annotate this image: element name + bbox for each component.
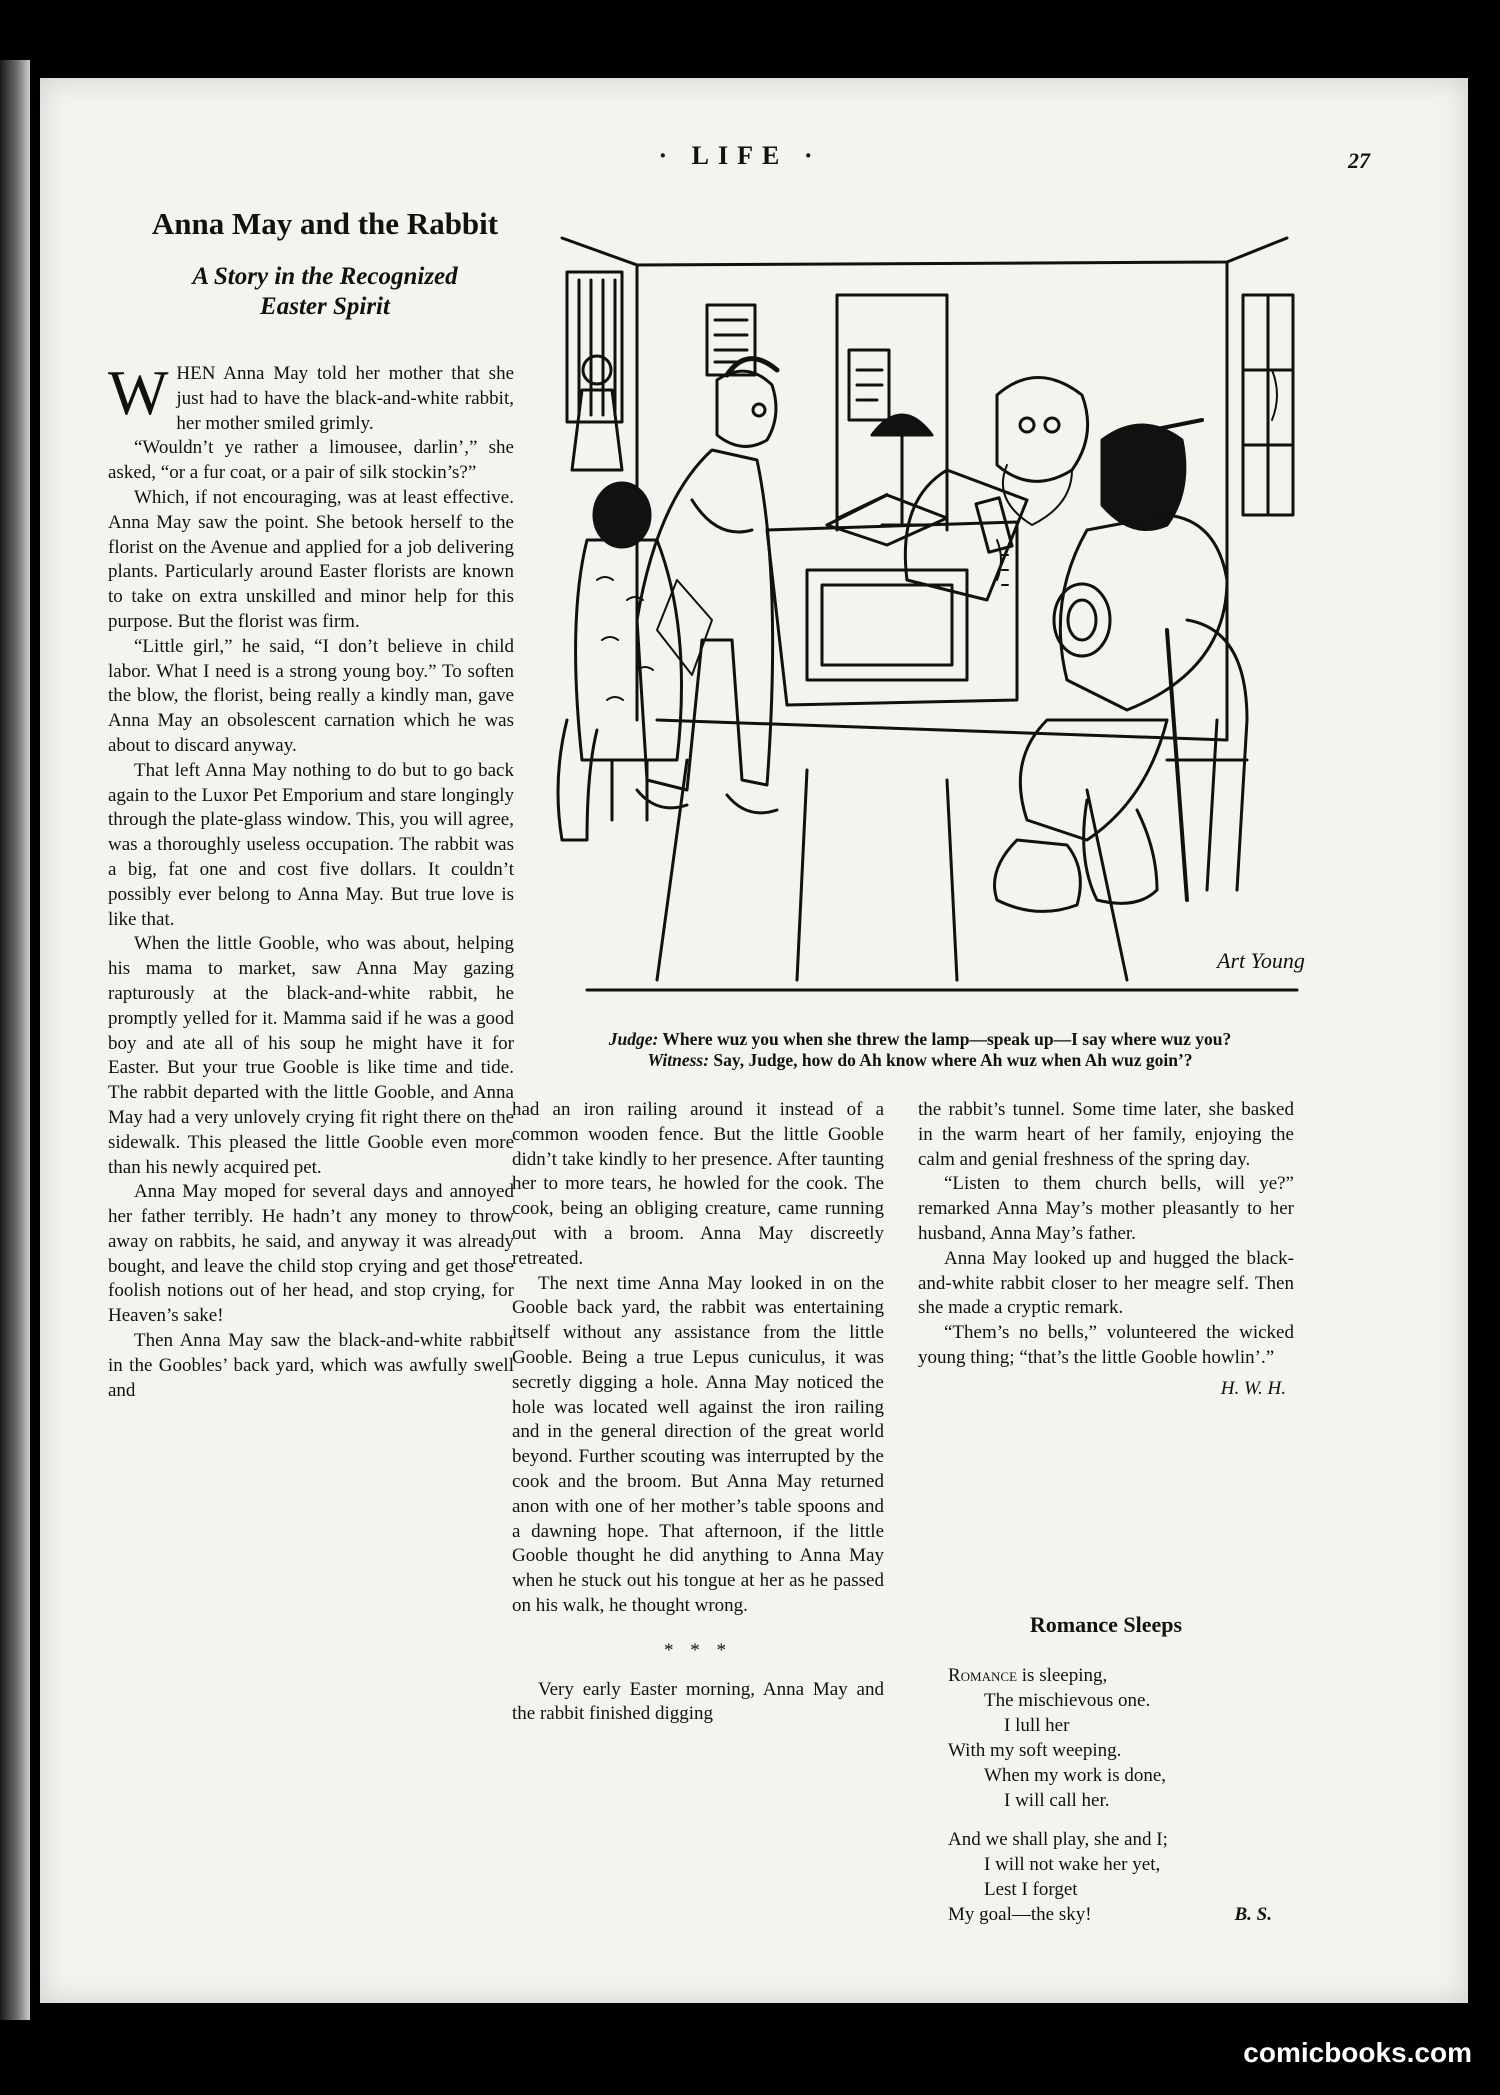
cartoon-caption bbox=[540, 1029, 1300, 1071]
story-author-initials: H. W. H. bbox=[1220, 1377, 1286, 1399]
paragraph: Very early Easter morning, Anna May and the rabbit finished digging bbox=[512, 1678, 884, 1725]
poem-author-initials: B. S. bbox=[1234, 1904, 1272, 1925]
source-watermark: comicbooks.com bbox=[1243, 2037, 1472, 2068]
poem-line: And we shall play, she and I; bbox=[948, 1829, 1168, 1850]
paragraph: When the little Gooble, who was about, helping his mama to market, saw Anna May gazing rapturously at the black-and-white rabbit, he promptly yelled for it. Mamma said if he was a good boy and ate all of his soup he might have it for Easter. But your true Gooble is like time and tide. The rabbit departed with the little Gooble, and Anna May had a very unlovely crying fit right there on the sidewalk. This pleased the little Gooble even more than his newly acquired pet. bbox=[108, 933, 514, 1178]
story-subtitle bbox=[100, 262, 550, 322]
caption-speaker-witness: Witness: bbox=[647, 1050, 710, 1070]
stanza-break bbox=[948, 1813, 1308, 1827]
poem bbox=[948, 1663, 1308, 1927]
paragraph: Anna May looked up and hugged the black-and-white rabbit closer to her meagre self. Then she made a cryptic remark. bbox=[918, 1247, 1294, 1319]
poem-line: My goal—the sky! B. S. bbox=[948, 1904, 1272, 1925]
caption-judge-line bbox=[540, 1029, 1300, 1050]
caption-judge-text: Where wuz you when she threw the lamp—speak up—I say where wuz you? bbox=[662, 1029, 1232, 1049]
section-separator: * * * bbox=[664, 1639, 732, 1661]
poem-line: I lull her bbox=[1004, 1715, 1070, 1736]
magazine-title: · LIFE · bbox=[658, 141, 822, 170]
poem-line: When my work is done, bbox=[984, 1765, 1167, 1786]
paragraph: “Them’s no bells,” volunteered the wicked young thing; “that’s the little Gooble howlin’.” bbox=[918, 1322, 1294, 1368]
poem-title: Romance Sleeps bbox=[1029, 1612, 1183, 1637]
paragraph: Anna May moped for several days and annoyed her father terribly. He hadn’t any money to throw away on rabbits, he said, and anyway it was already bought, and leave the child stop crying and get those foolish notions out of her head, and stop crying, for Heaven’s sake! bbox=[108, 1181, 514, 1327]
paragraph: WHEN Anna May told her mother that she just had to have the black-and-white rabbit, her mother smiled grimly. bbox=[108, 357, 514, 434]
paragraph: The next time Anna May looked in on the Gooble back yard, the rabbit was entertaining itself without any assistance from the little Gooble. Being a true Lepus cuniculus, it was secretly digging a hole. Anna May noticed the hole was located well against the iron railing and in the general direction of the great world beyond. Further scouting was interrupted by the cook and the broom. But Anna May returned anon with one of her mother’s table spoons and a dawning hope. That afternoon, if the little Gooble thought he did anything to Anna May when he stuck out his tongue at her as he passed on his walk, he thought wrong. bbox=[512, 1272, 884, 1616]
magazine-page bbox=[40, 78, 1468, 2003]
paragraph: had an iron railing around it instead of a common wooden fence. But the little Gooble didn’t take kindly to her presence. After taunting her to more tears, he howled for the cook. The cook, being an obliging creature, came running out with a broom. Anna May discreetly retreated. bbox=[512, 1099, 884, 1269]
paragraph: That left Anna May nothing to do but to go back again to the Luxor Pet Emporium and stare longingly through the plate-glass window. This, you will agree, was a thoroughly useless occupation. The rabbit was a big, fat one and cost five dollars. It couldn’t possibly ever belong to Anna May. But true love is like that. bbox=[108, 759, 514, 930]
story-title: Anna May and the Rabbit bbox=[151, 206, 499, 241]
poem-first-word: Romance bbox=[948, 1665, 1018, 1686]
paragraph: Which, if not encouraging, was at least effective. Anna May saw the point. She betook herself to the florist on the Avenue and applied for a job delivering plants. Particularly around Easter florists are known to take on extra unskilled and minor help for this purpose. But the florist was firm. bbox=[108, 486, 514, 632]
poem-line: I will not wake her yet, bbox=[984, 1854, 1161, 1875]
courtroom-cartoon-illustration bbox=[527, 200, 1317, 1020]
caption-witness-line bbox=[540, 1050, 1300, 1071]
paragraph: “Listen to them church bells, will ye?” remarked Anna May’s mother pleasantly to her husband, Anna May’s father. bbox=[918, 1173, 1294, 1244]
paragraph: “Wouldn’t ye rather a limousee, darlin’,” she asked, “or a fur coat, or a pair of silk stockin’s?” bbox=[108, 437, 514, 484]
page-number: 27 bbox=[1348, 148, 1370, 173]
poem-line: I will call her. bbox=[1004, 1790, 1110, 1811]
story-subtitle-line-1: A Story in the Recognized bbox=[192, 263, 458, 290]
paragraph: “Little girl,” he said, “I don’t believe in child labor. What I need is a strong young boy.” To soften the blow, the florist, being really a kindly man, gave Anna May an obsolescent carnation which he was about to discard anyway. bbox=[108, 635, 514, 756]
text-column-1 bbox=[108, 357, 514, 1403]
poem-line: With my soft weeping. bbox=[948, 1740, 1122, 1761]
caption-speaker-judge: Judge: bbox=[608, 1029, 659, 1049]
poem-line: The mischievous one. bbox=[984, 1690, 1151, 1711]
poem-line: Lest I forget bbox=[984, 1879, 1078, 1900]
paragraph: the rabbit’s tunnel. Some time later, she basked in the warm heart of her family, enjoying the calm and genial freshness of the spring day. bbox=[918, 1099, 1294, 1170]
drop-cap: W bbox=[108, 357, 169, 428]
cartoonist-signature: Art Young bbox=[1217, 948, 1305, 973]
binding-edge bbox=[0, 60, 30, 2020]
paragraph: Then Anna May saw the black-and-white rabbit in the Goobles’ back yard, which was awfully swell and bbox=[108, 1330, 514, 1401]
text-column-2 bbox=[512, 1098, 884, 1727]
story-subtitle-line-2: Easter Spirit bbox=[260, 293, 390, 320]
caption-witness-text: Say, Judge, how do Ah know where Ah wuz when Ah wuz goin’? bbox=[713, 1050, 1193, 1070]
text-column-3 bbox=[918, 1098, 1294, 1402]
poem-line: Romance is sleeping, bbox=[948, 1665, 1108, 1686]
